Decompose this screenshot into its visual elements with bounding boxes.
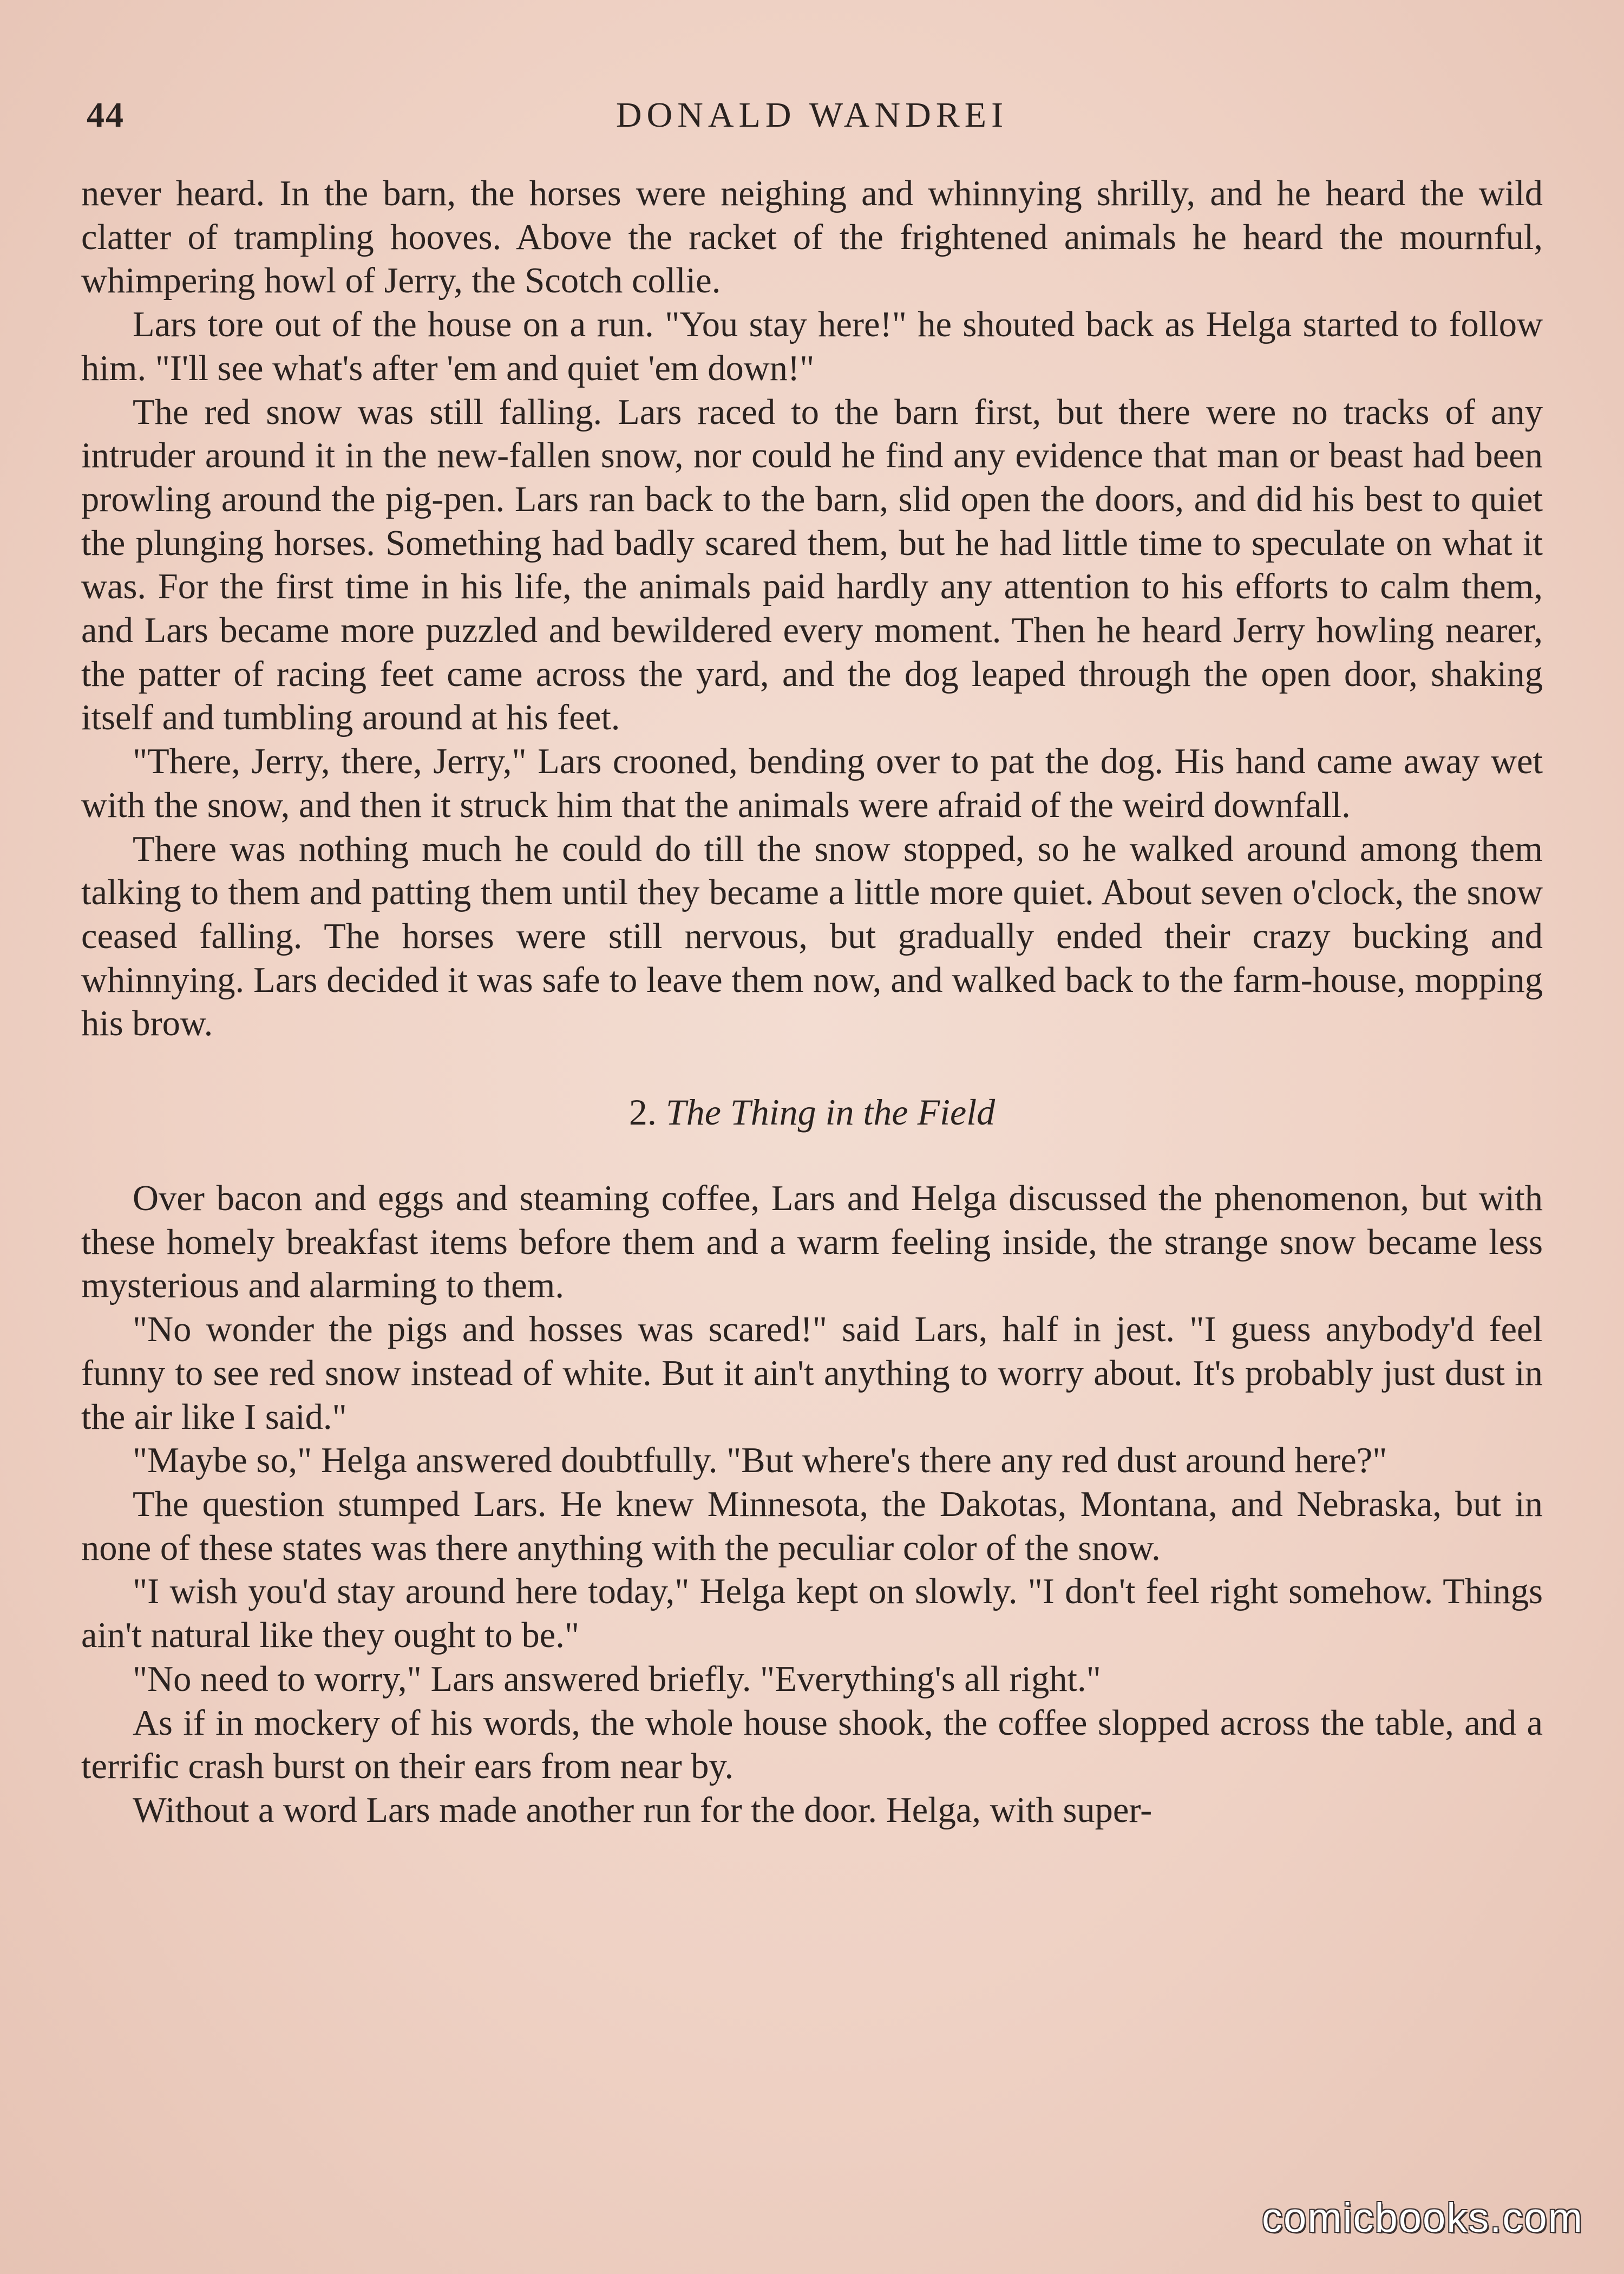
page-number: 44 (87, 95, 125, 135)
paragraph: "Maybe so," Helga answered doubtfully. "But where's there any red dust around here?" (133, 1441, 1387, 1481)
paragraph: Lars tore out of the house on a run. "You stay here!" he shouted back as Helga started to follow him. "I'll see what's after 'em and quiet 'em down!" (81, 305, 1543, 388)
paragraph: "I wish you'd stay around here today," Helga kept on slowly. "I don't feel right somehow. Things ain't natural like they ought to be." (81, 1572, 1543, 1656)
paragraph: The red snow was still falling. Lars raced to the barn first, but there were no tracks of any intruder around it in the new-fallen snow, nor could he find any evidence that man or beast had been prowling around the pig-pen. Lars ran back to the barn, slid open the doors, and did his best to quiet the plunging horses. Something had badly scared them, but he had little time to speculate on what it was. For the first time in his life, the animals paid hardly any attention to his efforts to calm them, and Lars became more puzzled and bewildered every moment. Then he heard Jerry howling nearer, the patter of racing feet came across the yard, and the dog leaped through the open door, shaking itself and tumbling around at his feet. (81, 392, 1543, 738)
running-header (81, 95, 1543, 143)
running-title: DONALD WANDREI (615, 95, 1009, 135)
paragraph: Without a word Lars made another run for the door. Helga, with super- (133, 1790, 1152, 1830)
paragraph: "There, Jerry, there, Jerry," Lars crooned, bending over to pat the dog. His hand came away wet with the snow, and then it struck him that the animals were afraid of the weird downfall. (81, 742, 1543, 825)
body-text (81, 172, 1543, 1833)
section-heading (81, 1090, 1543, 1134)
paragraph: As if in mockery of his words, the whole house shook, the coffee slopped across the table, and a terrific crash burst on their ears from near by. (81, 1703, 1543, 1787)
paragraph: There was nothing much he could do till the snow stopped, so he walked around among them talking to them and patting them until they became a little more quiet. About seven o'clock, the snow ceased falling. The horses were still nervous, but gradually ended their crazy bucking and whinnying. Lars decided it was safe to leave them now, and walked back to the farm-house, mopping his brow. (81, 829, 1543, 1044)
paragraph: "No wonder the pigs and hosses was scared!" said Lars, half in jest. "I guess anybody'd feel funny to see red snow instead of white. But it ain't anything to worry about. It's probably just dust in the air like I said." (81, 1310, 1543, 1437)
paragraph: The question stumped Lars. He knew Minnesota, the Dakotas, Montana, and Nebraska, but in none of these states was there anything with the peculiar color of the snow. (81, 1484, 1543, 1568)
section-number: 2. (628, 1092, 657, 1133)
paragraph: never heard. In the barn, the horses were neighing and whinnying shrilly, and he heard the wild clatter of trampling hooves. Above the racket of the frightened animals he heard the mournful, whimpering howl of Jerry, the Scotch collie. (81, 174, 1543, 301)
watermark: comicbooks.com (1262, 2195, 1583, 2241)
paragraph: Over bacon and eggs and steaming coffee, Lars and Helga discussed the phenomenon, but with these homely breakfast items before them and a warm feeling inside, the strange snow became less mysterious and alarming to them. (81, 1179, 1543, 1306)
paragraph: "No need to worry," Lars answered briefly. "Everything's all right." (133, 1659, 1101, 1699)
section-title: The Thing in the Field (665, 1092, 996, 1133)
